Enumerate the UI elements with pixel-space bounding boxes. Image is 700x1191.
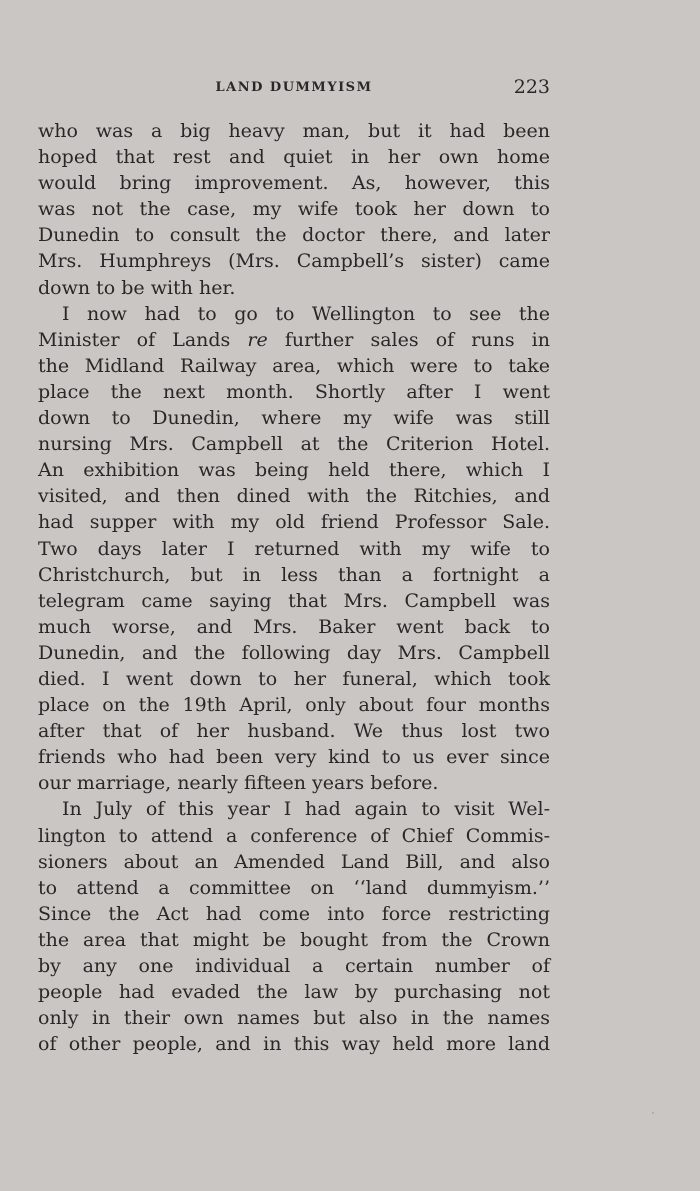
running-title: LAND DUMMYISM: [215, 80, 373, 95]
text-line: would bring improvement. As, however, this: [38, 172, 550, 195]
text-line: down to be with her.: [38, 276, 236, 299]
italic-text: re: [247, 328, 268, 351]
text-line: [38, 327, 550, 353]
text-line: Two days later I returned with my wife to: [38, 537, 550, 560]
text-segment: Minister of Lands: [38, 328, 248, 351]
text-line: Mrs. Humphreys (Mrs. Campbell’s sister) came: [38, 250, 550, 273]
text-line: Since the Act had come into force restricting: [38, 902, 550, 925]
text-line: place on the 19th April, only about four months: [38, 694, 550, 717]
text-line: Dunedin to consult the doctor there, and later: [38, 224, 550, 247]
page-number: 223: [513, 76, 550, 98]
text-line: people had evaded the law by purchasing not: [38, 981, 550, 1004]
text-line: hoped that rest and quiet in her own home: [38, 146, 550, 169]
text-line: In July of this year I had again to visit Wel-: [62, 798, 550, 821]
text-line: died. I went down to her funeral, which took: [38, 667, 550, 690]
body-text: [38, 118, 550, 1057]
text-line: sioners about an Amended Land Bill, and also: [38, 850, 550, 873]
page-header: [38, 76, 550, 100]
text-line: nursing Mrs. Campbell at the Criterion Hotel.: [38, 433, 550, 456]
text-line: was not the case, my wife took her down to: [38, 198, 550, 221]
text-line: [38, 301, 550, 327]
text-line: telegram came saying that Mrs. Campbell was: [38, 589, 550, 612]
paper-speck: [652, 1112, 654, 1114]
text-line: An exhibition was being held there, which I: [38, 459, 550, 482]
text-segment: I now had to go to Wellington to see the: [62, 302, 550, 325]
text-line: had supper with my old friend Professor Sale.: [38, 511, 550, 534]
text-line: visited, and then dined with the Ritchies, and: [38, 485, 550, 508]
text-line: to attend a committee on ‘‘land dummyism.’’: [38, 876, 550, 899]
text-line: place the next month. Shortly after I went: [38, 380, 550, 403]
text-line: after that of her husband. We thus lost two: [38, 720, 550, 743]
text-line: the Midland Railway area, which were to take: [38, 354, 550, 377]
text-line: of other people, and in this way held more land: [38, 1033, 550, 1056]
text-line: who was a big heavy man, but it had been: [38, 120, 550, 142]
text-line: lington to attend a conference of Chief Commis-: [38, 824, 550, 847]
text-line: much worse, and Mrs. Baker went back to: [38, 615, 550, 638]
text-line: by any one individual a certain number of: [38, 955, 550, 977]
text-line: our marriage, nearly fifteen years before.: [38, 772, 439, 795]
text-line: down to Dunedin, where my wife was still: [38, 407, 550, 430]
text-line: Christchurch, but in less than a fortnight a: [38, 563, 550, 586]
text-line: only in their own names but also in the names: [38, 1007, 550, 1030]
text-line: Dunedin, and the following day Mrs. Campbell: [38, 641, 550, 664]
text-line: friends who had been very kind to us ever since: [38, 746, 550, 769]
text-segment: further sales of runs in: [267, 328, 550, 351]
text-line: the area that might be bought from the Crown: [38, 928, 550, 951]
